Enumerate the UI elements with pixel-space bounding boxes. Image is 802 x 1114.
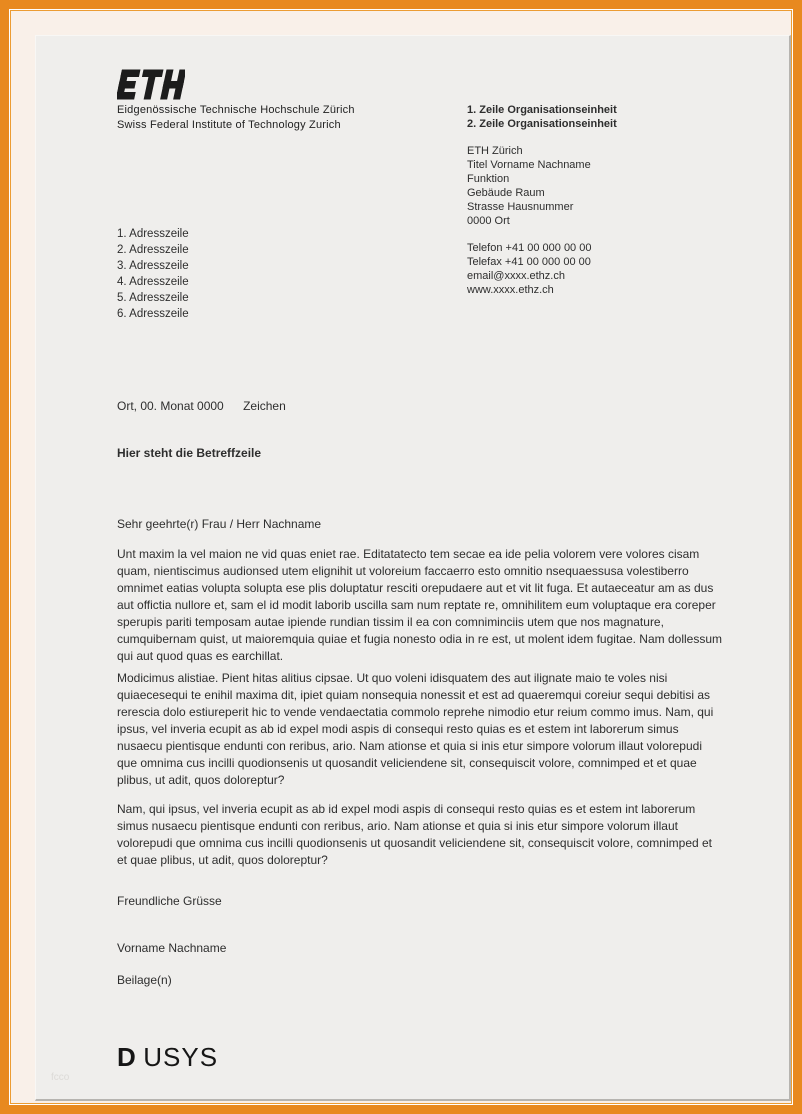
organisation-block: [467, 103, 617, 297]
eth-subtitle-en: Swiss Federal Institute of Technology Zurich: [117, 119, 341, 131]
enclosure-note: Beilage(n): [117, 973, 172, 987]
closing-phrase: Freundliche Grüsse: [117, 894, 222, 908]
org-phone-line: Telefon +41 00 000 00 00: [467, 242, 592, 254]
org-contact-line: 0000 Ort: [467, 215, 510, 227]
org-website-line: www.xxxx.ethz.ch: [467, 284, 554, 296]
org-unit-line: 2. Zeile Organisationseinheit: [467, 118, 617, 130]
salutation: Sehr geehrte(r) Frau / Herr Nachname: [117, 517, 322, 531]
eth-logo-subtitle: [117, 103, 355, 133]
dusys-logo-text: USYS: [143, 1042, 219, 1072]
signature-name: Vorname Nachname: [117, 941, 227, 955]
address-line: 2. Adresszeile: [117, 244, 189, 256]
address-line: 3. Adresszeile: [117, 260, 189, 272]
subject-line: Hier steht die Betreffzeile: [117, 446, 262, 460]
org-contact-line: Gebäude Raum: [467, 187, 545, 199]
date-line: [117, 399, 286, 413]
frame-inner-border: [10, 10, 792, 1104]
org-contact-line: Funktion: [467, 173, 510, 185]
org-contact-line: Titel Vorname Nachname: [467, 159, 591, 171]
recipient-address-block: [117, 226, 189, 322]
address-line: 5. Adresszeile: [117, 292, 189, 304]
org-unit-line: 1. Zeile Organisationseinheit: [467, 104, 617, 116]
reference-code: Zeichen: [243, 399, 286, 413]
dusys-logo-d: D: [117, 1042, 137, 1072]
org-fax-line: Telefax +41 00 000 00 00: [467, 256, 591, 268]
body-paragraph: Unt maxim la vel maion ne vid quas eniet rae. Editatatecto tem secae ea ide pelia volorem vere volores cisam quam, nientiscimus audionsed utem elignihit ut voloreium faccaerro esto omnitio nsequaessusa volestiberro omnimet eatias volupta solupta ese plis doluptatur resciti orepudaere aut et vit lit fuga. Et autaeceatur am as dus aut offictia nullore et, sam el id modit laborib uscilla sam num reptate re, omnihilitem eum voluptaque era coreper sperupis pariti temposam autae ipiende rundian tissim il ea con comniminciis utem que nos magnature, cumquibernam quist, ut maioremquia quiae et fugia nonesto odia in re est, ut molent idem fugitae. Nam dollessum qui aut quod quas es earchillat.: [117, 547, 722, 663]
eth-logo-icon: [117, 67, 185, 107]
letter-page: [35, 35, 791, 1101]
body-paragraph: Modicimus alistiae. Pient hitas alitius cipsae. Ut quo voleni idisquatem des aut ilignate maio te voles nisi quiaecesequi te enihil maxima dit, ipiet quiam nonsequia nonessit et est ad quaeremqui coreiur sequi debitisi as rerescia dolo estiureperit hic to vende vendaectatia commolo reprehe nimodio etur reium commo imus. Nam, qui ipsus, vel inveria ecupit as ab id expel modi aspis di consequi resto quias es et estem int laborerum simus nusaecu pientisque endunti con reribus, ario. Nam ationse et quia si inis etur simpore volorum illaut volorepudi que omnima cus incilli quodionsenis ut quosandit veliciendene sit, consequiscit volore, comnimped et et quae plibus, ut adit, quos doloreptur?: [117, 671, 714, 787]
body-paragraph: Nam, qui ipsus, vel inveria ecupit as ab id expel modi aspis di consequi resto quias es et estem int laborerum simus nusaecu pientisque endunti con reribus, ario. Nam ationse et quia si inis etur simpore volorum illaut volorepudi que omnima cus incilli quodionsenis ut quosandit veliciendene sit, consequiscit volore, comnimped et et quae plibus, ut adit, quos doloreptur?: [117, 802, 713, 867]
org-contact-line: ETH Zürich: [467, 145, 523, 157]
address-line: 6. Adresszeile: [117, 308, 189, 320]
date-place: Ort, 00. Monat 0000: [117, 399, 224, 413]
eth-subtitle-de: Eidgenössische Technische Hochschule Zürich: [117, 104, 355, 116]
address-line: 4. Adresszeile: [117, 276, 189, 288]
org-contact-line: Strasse Hausnummer: [467, 201, 574, 213]
address-line: 1. Adresszeile: [117, 228, 189, 240]
org-email-line: email@xxxx.ethz.ch: [467, 270, 565, 282]
dusys-logo: [117, 1042, 218, 1073]
corner-watermark: fcco: [51, 1072, 70, 1083]
